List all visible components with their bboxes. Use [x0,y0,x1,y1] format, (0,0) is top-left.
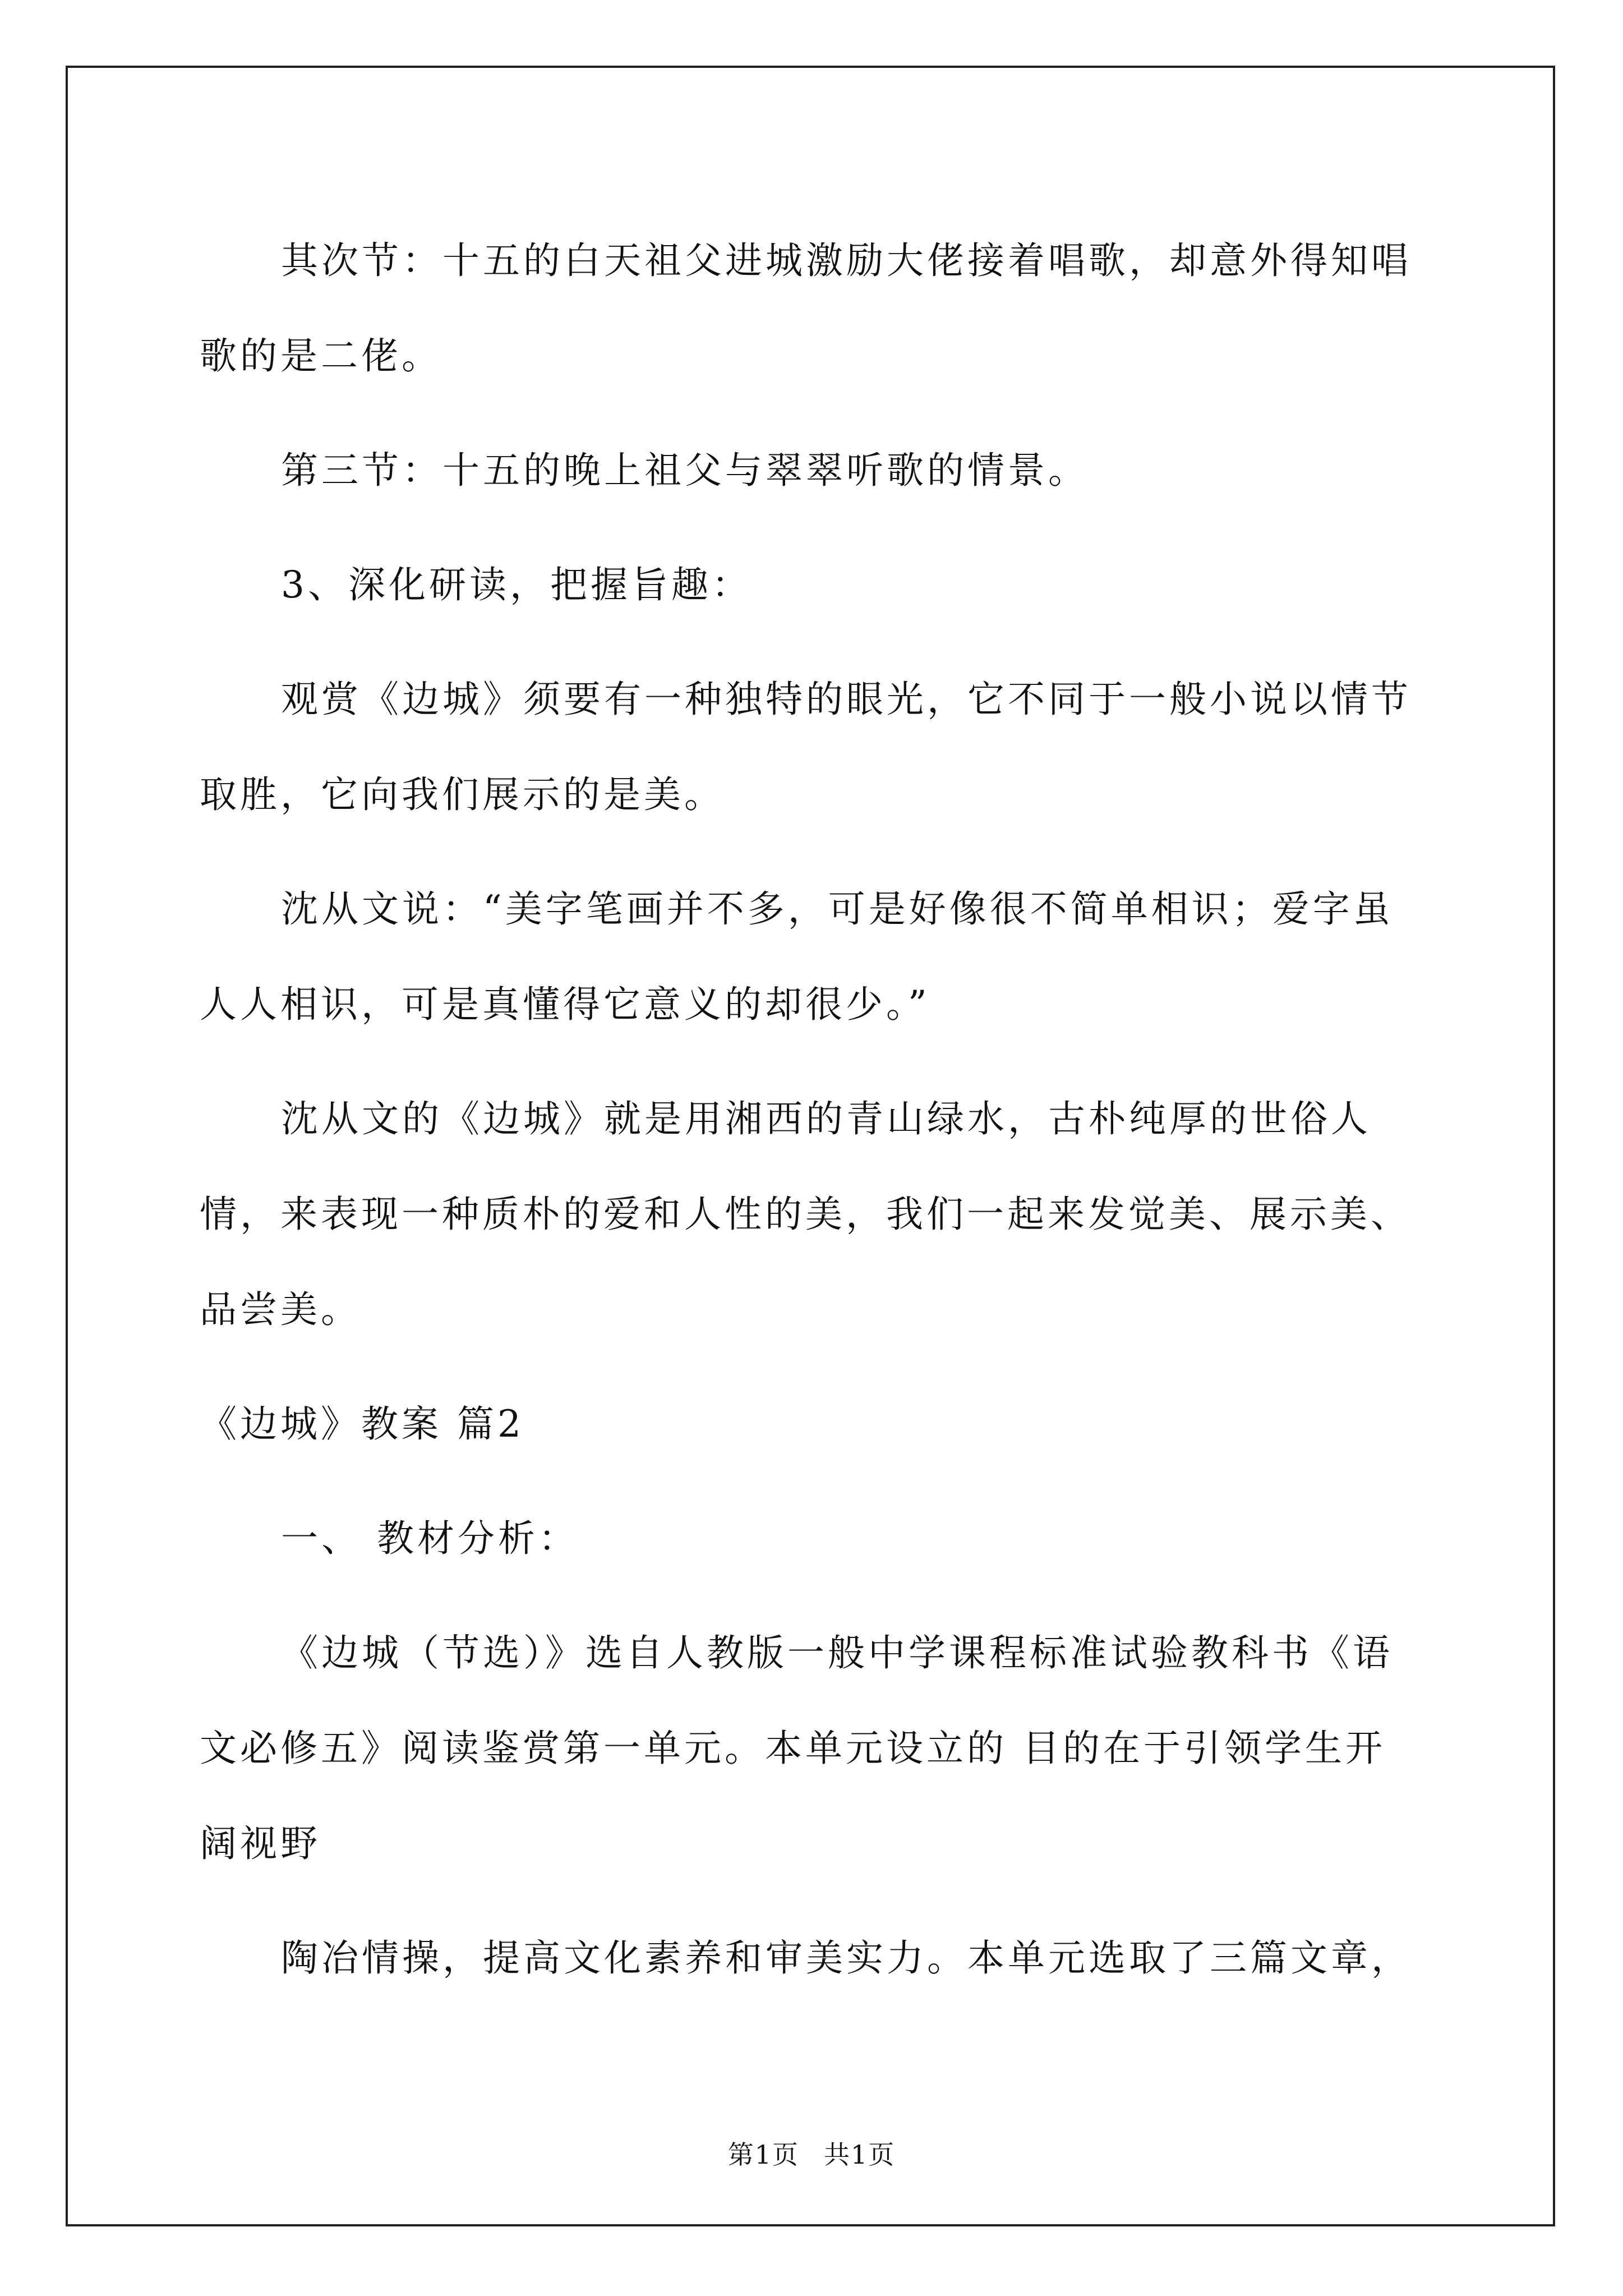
page-number: 第1页 [727,2139,799,2170]
paragraph: 一、 教材分析： [281,1517,579,1560]
paragraph: 陶冶情操，提高文化素养和审美实力。本单元选取了三篇文章， [281,1936,1412,1980]
paragraph: 第三节：十五的晚上祖父与翠翠听歌的情景。 [281,449,1089,492]
paragraph: 《边城（节选）》选自人教版一般中学课程标准试验教科书《语文必修五》阅读鉴赏第一单元。本单元设立的 目的在于引领学生开阔视野 [200,1631,1393,1865]
paragraph: 3、深化研读，把握旨趣： [281,563,752,606]
page-footer [0,2134,1623,2171]
document-body [200,213,1422,2025]
paragraph: 其次节：十五的白天祖父进城激励大佬接着唱歌，却意外得知唱歌的是二佬。 [200,239,1412,378]
page-total: 共1页 [824,2139,896,2170]
paragraph: 观赏《边城》须要有一种独特的眼光，它不同于一般小说以情节取胜，它向我们展示的是美。 [200,678,1412,816]
section-heading: 《边城》教案 篇2 [200,1402,524,1446]
paragraph: 沈从文说：“美字笔画并不多，可是好像很不简单相识；爱字虽人人相识，可是真懂得它意义的却很少。” [200,887,1394,1026]
paragraph: 沈从文的《边城》就是用湘西的青山绿水，古朴纯厚的世俗人情，来表现一种质朴的爱和人性的美，我们一起来发觉美、展示美、品尝美。 [200,1097,1411,1331]
